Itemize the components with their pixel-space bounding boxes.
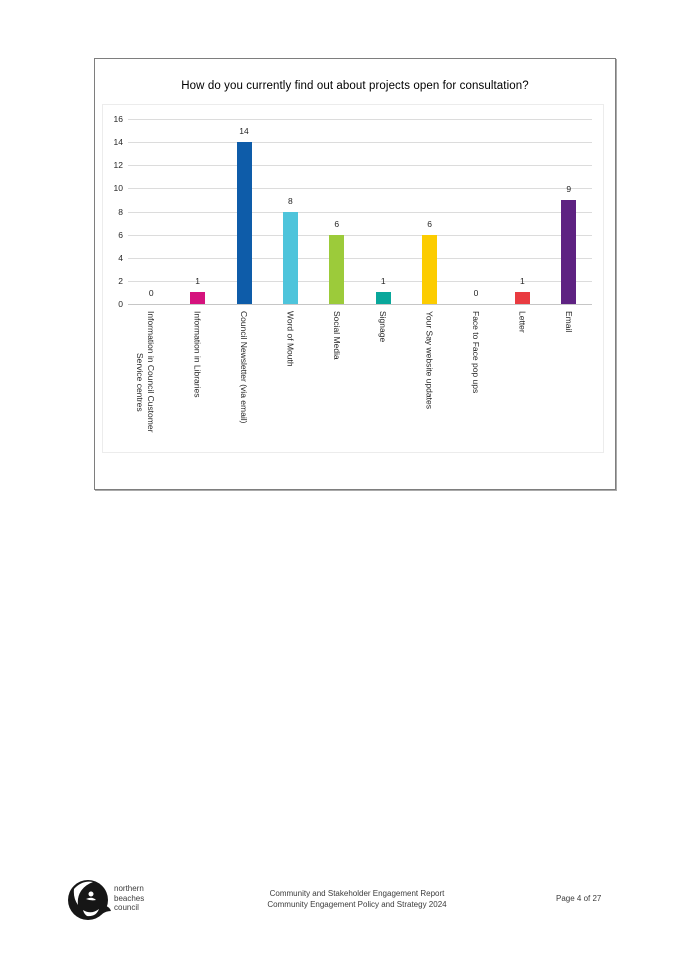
bar [190, 292, 205, 304]
gridline [128, 258, 592, 259]
x-axis-label-line: Letter [517, 311, 528, 333]
bar-value-label: 14 [239, 126, 249, 137]
footer-report-line: Community Engagement Policy and Strategy 2024 [267, 900, 447, 909]
x-axis-label-line: Council Newsletter (via email) [239, 311, 249, 424]
bar-value-label: 6 [334, 218, 340, 229]
x-axis-label [134, 311, 156, 453]
x-axis-label [238, 311, 249, 453]
gridline [128, 212, 592, 213]
gridline [128, 142, 592, 143]
y-axis-tick: 8 [118, 206, 123, 217]
x-axis-label [377, 311, 388, 453]
x-axis-label [563, 311, 574, 453]
x-axis-label [516, 311, 527, 453]
report-figure-border [94, 58, 616, 490]
footer-report-title [172, 888, 542, 910]
gridline [128, 304, 592, 305]
chart-plot [102, 104, 604, 453]
y-axis-tick: 6 [118, 229, 123, 240]
bar [283, 212, 298, 305]
x-axis-label [192, 311, 203, 453]
logo-text-line: council [114, 903, 139, 912]
bar-value-label: 0 [148, 288, 154, 298]
x-axis-label-line: Your Say website updates [424, 311, 435, 409]
x-axis-label-line: Service centres [135, 352, 146, 412]
bar-value-label: 1 [195, 276, 200, 287]
y-axis-tick: 16 [113, 114, 123, 124]
y-axis-tick: 14 [113, 137, 123, 148]
x-axis-label [470, 311, 481, 453]
x-axis-label-line: Face to Face pop ups [471, 311, 481, 394]
bar [237, 142, 252, 304]
council-logo-text [114, 884, 144, 913]
footer-report-line: Community and Stakeholder Engagement Report [269, 889, 445, 898]
y-axis-tick: 12 [113, 160, 123, 171]
y-axis-tick: 0 [118, 299, 123, 309]
bar-value-label: 1 [380, 276, 386, 287]
chart-title: How do you currently find out about projects open for consultation? [181, 80, 529, 92]
gridline [128, 235, 592, 236]
gridline [128, 165, 592, 166]
page-number: Page 4 of 27 [556, 894, 602, 903]
y-axis-tick: 4 [118, 252, 123, 263]
y-axis-tick: 2 [118, 275, 123, 286]
x-axis-label [424, 311, 435, 453]
bar [329, 235, 344, 304]
x-axis-label-line: Signage [378, 311, 389, 343]
bar [376, 292, 391, 304]
x-axis-label-line: Information in Council Customer [146, 311, 157, 433]
x-axis-label [284, 311, 295, 453]
y-axis-tick: 10 [113, 183, 123, 194]
x-axis-label-line: Word of Mouth [285, 311, 296, 367]
logo-text-line: northern [114, 884, 144, 893]
x-axis-label [331, 311, 342, 453]
bar-value-label: 8 [288, 195, 293, 206]
gridline [128, 119, 592, 120]
bar-value-label: 1 [520, 276, 525, 287]
bar-value-label: 6 [427, 218, 432, 229]
bar-value-label: 9 [566, 183, 572, 194]
x-axis-label-line: Email [563, 311, 574, 333]
bar [561, 200, 576, 304]
council-logo-icon [66, 877, 112, 923]
x-axis-label-line: Information in Libraries [192, 311, 203, 398]
logo-text-line: beaches [114, 893, 145, 903]
gridline [128, 188, 592, 189]
x-axis-label-line: Social Media [331, 311, 342, 360]
bar [422, 235, 437, 304]
bar-value-label: 0 [473, 288, 479, 298]
bar [515, 292, 530, 304]
